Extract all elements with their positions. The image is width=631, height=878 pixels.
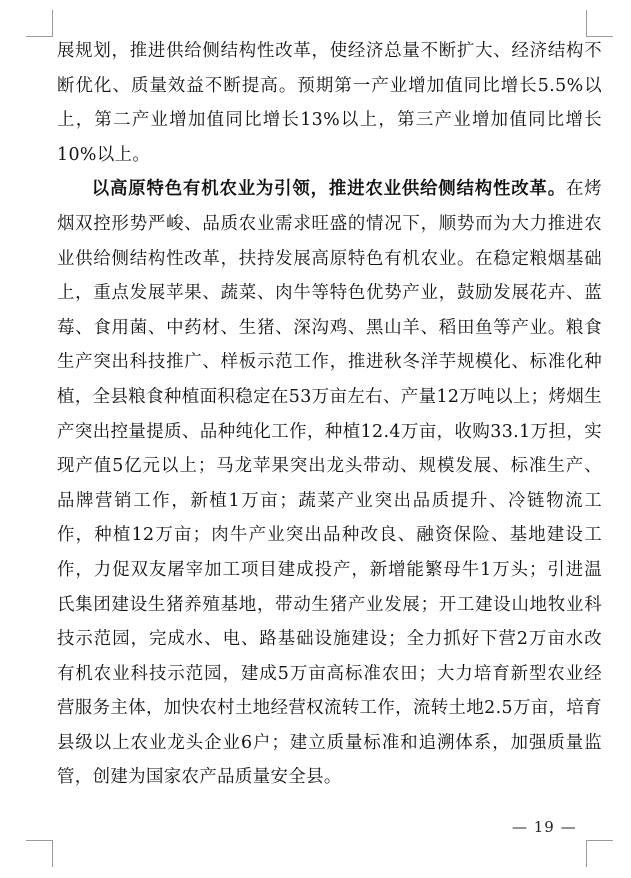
page-number: — 19 — — [512, 818, 577, 836]
corner-mark-top-right — [586, 10, 613, 37]
paragraph-heading: 以高原特色有机农业为引领，推进农业供给侧结构性改革。 — [91, 179, 566, 200]
paragraph-body: 在烤烟双控形势严峻、品质农业需求旺盛的情况下，顺势而为大力推进农业供给侧结构性改革，扶持发展高原特色有机农业。在稳定粮烟基础上，重点发展苹果、蔬菜、肉牛等特色优势产业，鼓励发展花卉、蓝莓、食用菌、中药材、生猪、深沟鸡、黑山羊、稻田鱼等产业。粮食生产突出科技推广、样板示范工作，推进秋冬洋芋规模化、标准化种植，全县粮食种植面积稳定在53万亩左右、产量12万吨以上；烤烟生产突出控量提质、品种纯化工作，种植12.4万亩，收购33.1万担，实现产值5亿元以上；马龙苹果突出龙头带动、规模发展、标准生产、品牌营销工作，新植1万亩；蔬菜产业突出品质提升、冷链物流工作，种植12万亩；肉牛产业突出品种改良、融资保险、基地建设工作，力促双友屠宰加工项目建成投产，新增能繁母牛1万头；引进温氏集团建设生猪养殖基地，带动生猪产业发展；开工建设山地牧业科技示范园，完成水、电、路基础设施建设；全力抓好下营2万亩水改有机农业科技示范园，建成5万亩高标准农田；大力培育新型农业经营服务主体，加快农村土地经营权流转工作，流转土地2.5万亩，培育县级以上农业龙头企业6户；建立质量标准和追溯体系，加强质量监管，创建为国家农产品质量安全县。 — [57, 179, 602, 788]
corner-mark-bottom-left — [26, 840, 53, 867]
paragraph-agriculture-reform — [57, 172, 602, 795]
corner-mark-bottom-right — [586, 840, 613, 867]
paragraph-growth-targets: 展规划，推进供给侧结构性改革，使经济总量不断扩大、经济结构不断优化、质量效益不断提高。预期第一产业增加值同比增长5.5%以上，第二产业增加值同比增长13%以上，第三产业增加值同比增长10%以上。 — [57, 41, 602, 165]
document-body — [57, 34, 602, 795]
corner-mark-top-left — [26, 10, 53, 37]
